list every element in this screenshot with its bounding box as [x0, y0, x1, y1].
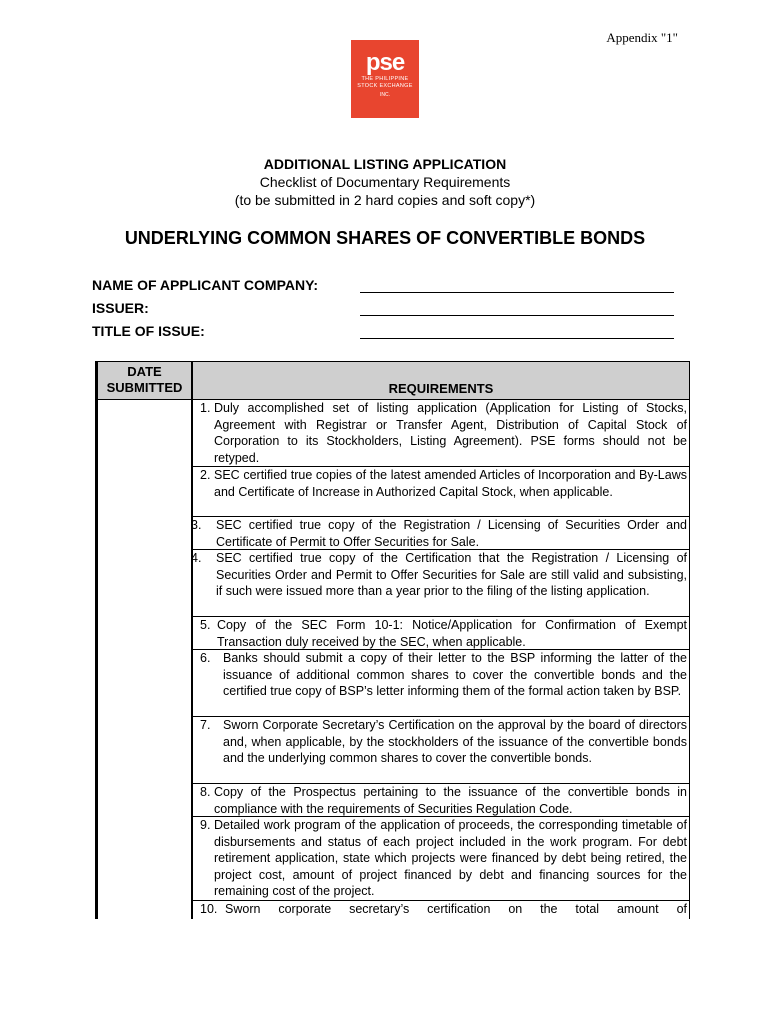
requirement-row — [193, 650, 689, 717]
applicant-company-label: NAME OF APPLICANT COMPANY: — [92, 277, 319, 293]
requirement-number: 1. — [200, 401, 211, 415]
requirement-number: 6. — [200, 651, 211, 665]
requirement-text: SEC certified true copies of the latest amended Articles of Incorporation and By-Laws and Certificate of Increase in Authorized Capital Stock, when applicable. — [214, 468, 687, 499]
title-of-issue-line — [360, 338, 674, 339]
requirement-number: 3. — [191, 518, 202, 532]
requirement-text: Duly accomplished set of listing application (Application for Listing of Stocks, Agreement with Registrar or Transfer Agent, Distribution of Capital Stock of Corporation to its Stockholders, Listing Agreement). PSE forms should not be retyped. — [214, 401, 687, 465]
requirement-row — [193, 550, 689, 617]
applicant-company-line — [360, 292, 674, 293]
requirement-number: 9. — [200, 818, 211, 832]
date-submitted-header: DATE SUBMITTED — [106, 364, 183, 395]
title-of-issue-label: TITLE OF ISSUE: — [92, 323, 205, 339]
requirement-row — [193, 467, 689, 517]
issuer-line — [360, 315, 674, 316]
requirement-row — [193, 717, 689, 784]
requirement-row — [193, 517, 689, 550]
requirement-text: Sworn Corporate Secretary’s Certification on the approval by the board of directors and, when applicable, by the stockholders of the issuance of the convertible bonds and the underlying common shares to cover the convertible bonds. — [223, 718, 687, 766]
requirement-text: Copy of the Prospectus pertaining to the issuance of the convertible bonds in compliance with the requirements of Securities Regulation Code. — [214, 785, 687, 816]
requirement-number: 8. — [200, 785, 211, 799]
requirements-header: REQUIREMENTS — [388, 381, 494, 396]
application-title: ADDITIONAL LISTING APPLICATION — [263, 156, 507, 172]
logo-line-2: STOCK EXCHANGE — [357, 83, 413, 89]
appendix-label: Appendix "1" — [606, 30, 678, 45]
requirement-text: Detailed work program of the application of proceeds, the corresponding timetable of disbursements and status of each project included in the work program. For debt retirement application, state which projects were financed by debt being retired, the project cost, amount of project financed by debt and financing sources for the remaining cost of the project. — [214, 818, 687, 899]
requirement-row — [193, 901, 689, 919]
requirement-number: 10. — [200, 902, 218, 916]
main-title: UNDERLYING COMMON SHARES OF CONVERTIBLE BONDS — [124, 228, 646, 248]
requirement-number: 2. — [200, 468, 211, 482]
requirement-number: 5. — [200, 618, 211, 632]
requirement-row — [193, 784, 689, 817]
issuer-label: ISSUER: — [92, 300, 149, 316]
requirement-text: Sworn corporate secretary’s certification on the total amount of — [225, 902, 687, 916]
requirement-text: Banks should submit a copy of their letter to the BSP informing the latter of the issuance of additional common shares to cover the convertible bonds and the certified true copy of BSP’s letter informing them of the formal action taken by BSP. — [223, 651, 687, 699]
requirements-header-cell — [193, 362, 689, 400]
date-submitted-column — [98, 400, 193, 919]
logo-mark: pse — [365, 49, 405, 76]
requirement-number: 4. — [191, 551, 202, 565]
requirement-row — [193, 817, 689, 901]
logo-line-1: THE PHILIPPINE — [361, 76, 409, 82]
checklist-subtitle: Checklist of Documentary Requirements — [259, 174, 511, 190]
requirement-row — [193, 400, 689, 467]
requirement-text: SEC certified true copy of the Registration / Licensing of Securities Order and Certificate of Permit to Offer Securities for Sale. — [216, 518, 687, 549]
requirement-row — [193, 617, 689, 650]
requirement-text: Copy of the SEC Form 10-1: Notice/Application for Confirmation of Exempt Transaction duly received by the SEC, when applicable. — [217, 618, 687, 649]
logo-line-3: INC. — [380, 92, 390, 98]
requirements-table — [95, 361, 690, 919]
requirement-text: SEC certified true copy of the Certification that the Registration / Licensing of Securities Order and Permit to Offer Securities for Sale are still valid and subsisting, if such were issued more than a year prior to the filing of the listing application. — [216, 551, 687, 599]
requirement-number: 7. — [200, 718, 211, 732]
pse-logo — [351, 40, 419, 118]
submission-note: (to be submitted in 2 hard copies and soft copy*) — [234, 192, 536, 208]
